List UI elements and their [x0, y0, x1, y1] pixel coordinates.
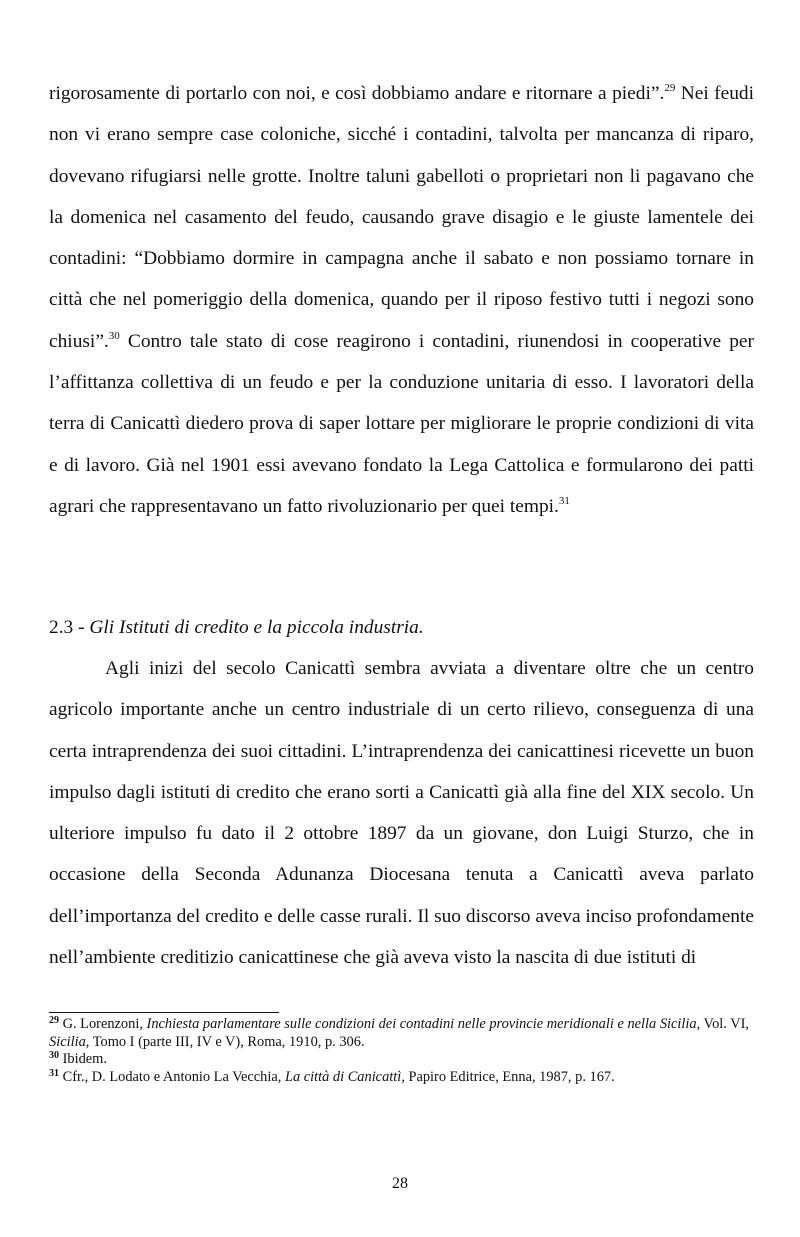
- footnote-31: [49, 1069, 754, 1087]
- footnote-text: G. Lorenzoni,: [59, 1016, 147, 1032]
- section-number: 2.3 -: [49, 617, 90, 638]
- paragraph: [49, 73, 754, 527]
- footnote-text: Cfr., D. Lodato e Antonio La Vecchia,: [59, 1068, 285, 1085]
- page-number: 28: [392, 1175, 408, 1192]
- footnote-number: 31: [49, 1067, 59, 1079]
- footnote-number: 30: [49, 1050, 59, 1061]
- footnote-title: Sicilia,: [49, 1033, 90, 1050]
- section-heading: [49, 607, 754, 648]
- section-title: Gli Istituti di credito e la piccola industria.: [89, 617, 424, 638]
- text-run: Nei feudi non vi erano sempre case coloniche, sicché i contadini, talvolta per mancanza di riparo, dovevano rifugiarsi nelle grotte. Inoltre taluni gabelloti o proprietari non li pagavano che la domenica nel casamento del feudo, causando grave disagio e le giuste lamentele dei contadini: “Dobbiamo dormire in campagna anche il sabato e non possiamo tornare in città che nel pomeriggio della domenica, quando per il riposo festivo tutti i negozi sono chiusi”.: [49, 83, 754, 352]
- footnote-29: [49, 1016, 754, 1051]
- footnote-title: Inchiesta parlamentare sulle condizioni dei contadini nelle provincie meridionali e nella Sicilia,: [146, 1016, 701, 1032]
- footnote-text: Vol. VI,: [700, 1016, 749, 1032]
- text-run: rigorosamente di portarlo con noi, e così dobbiamo andare e ritornare a piedi”.: [49, 83, 665, 104]
- paragraph: Agli inizi del secolo Canicattì sembra avviata a diventare oltre che un centro agricolo importante anche un centro industriale di un certo rilievo, conseguenza di una certa intraprendenza dei suoi cittadini. L’intraprendenza dei canicattinesi ricevette un buon impulso dagli istituti di credito che erano sorti a Canicattì già alla fine del XIX secolo. Un ulteriore impulso fu dato il 2 ottobre 1897 da un giovane, don Luigi Sturzo, che in occasione della Seconda Adunanza Diocesana tenuta a Canicattì aveva parlato dell’importanza del credito e delle casse rurali. Il suo discorso aveva inciso profondamente nell’ambiente creditizio canicattinese che già aveva visto la nascita di due istituti di: [49, 658, 754, 969]
- footnote-ref-31[interactable]: 31: [558, 494, 570, 507]
- footnote-ref-29[interactable]: 29: [664, 82, 676, 94]
- footnote-separator: [49, 1012, 279, 1013]
- text-run: Contro tale stato di cose reagirono i contadini, riunendosi in cooperative per l’affittanza collettiva di un feudo e per la conduzione unitaria di esso. I lavoratori della terra di Canicattì diedero prova di saper lottare per migliorare le proprie condizioni di vita e di lavoro. Già nel 1901 essi avevano fondato la Lega Cattolica e formularono dei patti agrari che rappresentavano un fatto rivoluzionario per quei tempi.: [49, 330, 754, 517]
- footnote-30: [49, 1051, 754, 1069]
- footnote-text: Tomo I (parte III, IV e V), Roma, 1910, p. 306.: [89, 1033, 365, 1050]
- footnote-number: 29: [49, 1015, 59, 1026]
- footnote-title: La città di Canicattì,: [284, 1068, 405, 1085]
- footnote-text: Ibidem.: [59, 1051, 107, 1067]
- body-paragraph-1: [49, 73, 754, 527]
- footnote-ref-30[interactable]: 30: [108, 329, 120, 342]
- body-paragraph-2: [49, 648, 754, 978]
- footnote-text: Papiro Editrice, Enna, 1987, p. 167.: [404, 1068, 615, 1085]
- footnotes: [49, 1016, 754, 1086]
